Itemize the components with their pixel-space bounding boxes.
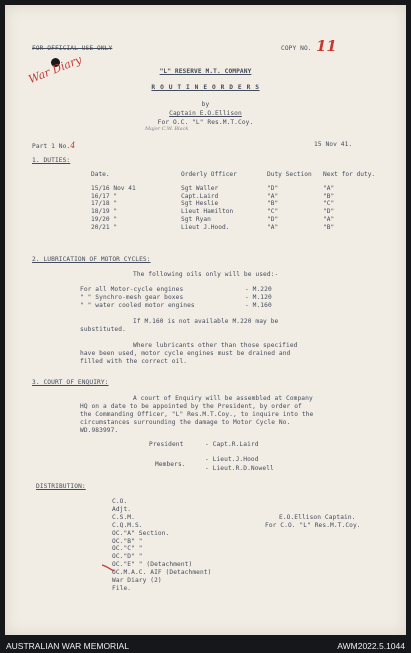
distribution-item: OC."D" " [112,553,143,561]
duties-cell: 18/19 " [91,208,118,216]
duties-column-header: Orderly Officer [181,171,237,178]
duties-column-header: Date. [91,171,110,178]
enquiry-line-5: WD.983997. [80,427,119,434]
duties-row [91,224,375,232]
enquiry-line-2: HQ on a date to be appointed by the President, by order of [80,403,302,410]
duties-cell: Capt.Laird [181,192,219,200]
footer-accession: AWM2022.5.1044 [337,641,405,651]
oil-grade: - M.120 [245,294,272,301]
duties-cell: Sgt Ryan [181,215,211,223]
duties-cell: 20/21 " [91,223,118,231]
lubrication-intro: The following oils only will be used:- [133,271,279,278]
duties-header-row [91,171,375,179]
duties-cell: Sgt Heslie [181,200,219,208]
duties-cell: "B" [267,200,279,208]
duties-cell: Lieut Hamilton [181,208,234,216]
substitution-note-2: substituted. [80,326,126,333]
lubricant-para-2: have been used, motor cycle engines must be drained and [80,350,291,357]
footer-institution: AUSTRALIAN WAR MEMORIAL [6,641,129,651]
oil-item: " " water cooled motor engines [80,302,195,309]
lubricant-para-1: Where lubricants other than those specified [133,342,298,349]
duties-cell: 19/20 " [91,215,118,223]
duties-cell: Lieut J.Hood. [181,223,230,231]
distribution-item: War Diary (2) [112,577,162,584]
president-name: - Capt.R.Laird [205,441,259,448]
signature-for: For C.O. "L" Res.M.T.Coy. [265,522,361,529]
unit-title: "L" RESERVE M.T. COMPANY [159,68,252,75]
distribution-item: C.O. [112,498,128,505]
duties-column-header: Duty Section [267,171,312,178]
duties-cell: 17/18 " [91,200,118,208]
duties-cell: 15/16 Nov 41 [91,184,136,192]
distribution-item: C.S.M. [112,513,135,521]
enquiry-line-4: circumstances surrounding the damage to Motor Cycle No. [80,419,291,426]
lubricant-para-3: filled with the correct oil. [80,358,188,365]
part-label: Part 1 No.4 [32,141,76,150]
oil-grade: - M.220 [245,286,272,293]
enquiry-line-3: the Commanding Officer, "L" Res.M.T.Coy., to inquire into the [80,411,314,418]
duties-cell: "C" [267,208,279,216]
duties-cell: "B" [323,223,335,231]
oil-item: For all Motor-cycle engines [80,286,184,293]
duties-table [91,171,375,232]
president-label: President [149,441,184,448]
classification: FOR OFFICIAL USE ONLY [32,45,113,52]
lubrication-heading: 2. LUBRICATION OF MOTOR CYCLES: [32,256,151,263]
duties-cell: Sgt Waller [181,184,219,192]
document-page [5,5,406,635]
duties-row [91,216,375,224]
substitution-note-1: If M.160 is not available M.220 may be [133,318,279,325]
oil-item: " " Synchro-mesh gear boxes [80,294,184,301]
enquiry-heading: 3. COURT OF ENQUIRY: [32,379,109,386]
duties-row [91,200,375,208]
distribution-item: OC."C" " [112,545,143,553]
duties-column-header: Next for duty. [323,171,376,178]
members-label: Members. [155,461,186,468]
duties-cell: "A" [267,223,279,231]
distribution-item: OC."A" Section. [112,529,170,537]
distribution-item: C.Q.M.S. [112,521,143,529]
oil-grade: - M.160 [245,302,272,309]
distribution-item: OC."E" " (Detachment) [112,561,193,569]
duties-cell: "A" [323,215,335,223]
distribution-item: OC.M.A.C. AIF (Detachment) [112,569,212,577]
distribution-item: Adjt. [112,505,132,513]
duties-cell: 16/17 " [91,192,118,200]
war-diary-check-mark [101,562,115,572]
distribution-item: OC."B" " [112,537,143,545]
distribution-item: File. [112,584,132,592]
handwritten-signature: Major C.W. Black [145,126,189,132]
order-date: 15 Nov 41. [314,141,353,148]
duties-cell: "A" [267,192,279,200]
signature-name: E.O.Ellison Captain. [279,514,356,521]
duties-cell: "D" [323,208,335,216]
duties-cell: "B" [323,192,335,200]
duties-row [91,208,375,216]
duties-cell: "D" [267,215,279,223]
enquiry-line-1: A court of Enquiry will be assembled at Company [133,395,313,402]
commander-line: Captain E.O.Ellison [169,110,242,117]
duties-row [91,193,375,201]
duties-heading: 1. DUTIES: [32,157,71,164]
member-1: - Lieut.J.Hood [205,456,259,463]
distribution-heading: DISTRIBUTION: [36,483,86,490]
document-type: R O U T I N E O R D E R S [151,84,260,91]
war-diary-stamp: War Diary [26,53,84,87]
duties-row [91,185,375,193]
by-line: by [201,101,210,108]
duties-cell: "C" [323,200,335,208]
for-oc-line: For O.C. "L" Res.M.T.Coy. [157,119,254,126]
copy-number: 11 [316,37,337,55]
footer-bar [0,638,411,653]
copy-label: COPY NO. [281,45,312,52]
duties-cell: "A" [323,184,335,192]
duties-cell: "D" [267,184,279,192]
member-2: - Lieut.R.D.Nowell [205,465,274,472]
